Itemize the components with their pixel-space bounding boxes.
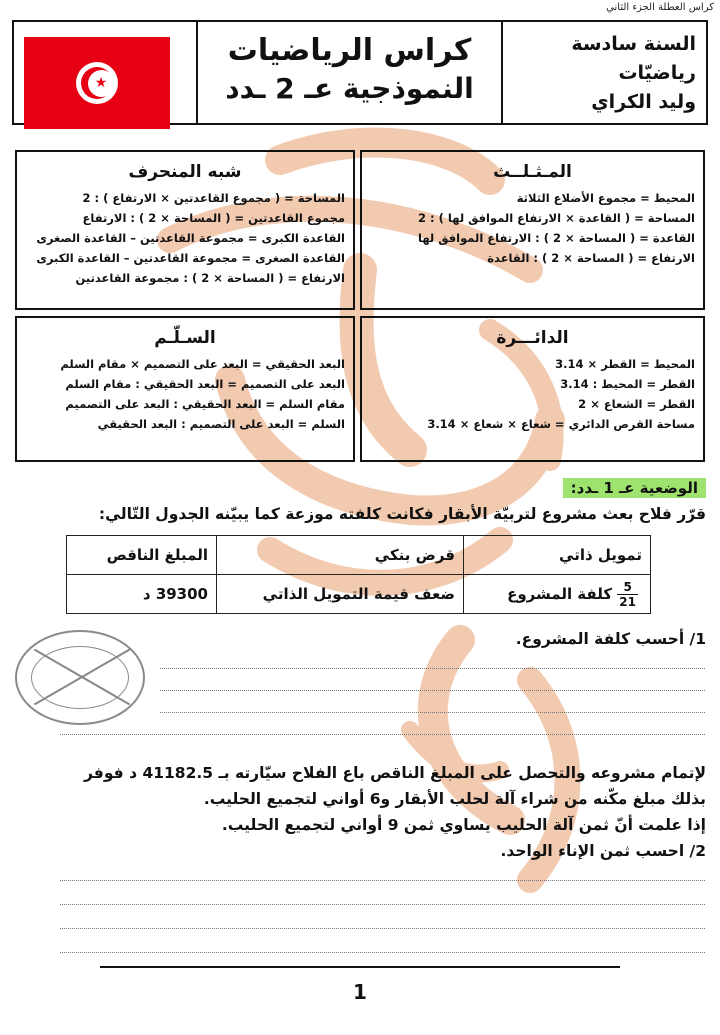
triangle-title: المـثـلــث xyxy=(493,162,572,182)
circle-title: الدائـــرة xyxy=(496,328,569,348)
formula-line: المساحة = ( مجموع القاعدتين × الارتفاع ) : 2 xyxy=(82,191,345,205)
answer-line xyxy=(60,880,705,881)
answer-line xyxy=(60,904,705,905)
answer-line xyxy=(60,952,705,953)
table-cell-self-funding xyxy=(464,575,651,614)
header-box xyxy=(12,20,708,125)
scale-box xyxy=(15,316,355,462)
trapezoid-title: شبه المنحرف xyxy=(128,162,242,182)
answer-line xyxy=(160,690,705,691)
triangle-box xyxy=(360,150,705,310)
page-title: كراس الرياضيات xyxy=(227,33,472,68)
tunisia-flag-icon: ★ xyxy=(24,37,170,129)
table-header: المبلغ الناقص xyxy=(67,536,217,575)
formula-line: القطر = المحيط : 3.14 xyxy=(560,377,695,391)
fraction-denominator: 21 xyxy=(619,594,636,609)
table-header: تمويل ذاتي xyxy=(464,536,651,575)
formula-line: مساحة القرص الدائري = شعاع × شعاع × 3.14 xyxy=(427,417,695,431)
situation-intro: قرّر فلاح بعث مشروع لتربيّة الأبقار فكانت كلفته موزعة كما يبيّنه الجدول التّالي: xyxy=(98,505,706,523)
header-info xyxy=(501,22,706,123)
page-subtitle: النموذجية عـ 2 ـدد xyxy=(225,72,474,105)
formula-line: المساحة = ( القاعدة × الارتفاع الموافق لها ) : 2 xyxy=(418,211,695,225)
top-note: كراس العطلة الجزء الثاني xyxy=(606,2,714,13)
header-title-block xyxy=(196,22,501,123)
paragraph-line-3: إذا علمت أنّ ثمن آلة الحليب يساوي ثمن 9 أواني لتجميع الحليب. xyxy=(221,816,706,834)
table-row xyxy=(67,575,651,614)
formula-line: مقام السلم = البعد الحقيقي : البعد على التصميم xyxy=(65,397,345,411)
table-header: قرض بنكي xyxy=(217,536,464,575)
formula-line: القاعدة الكبرى = مجموعة القاعدتين – القاعدة الصغرى xyxy=(36,231,345,245)
formula-line: السلم = البعد على التصميم : البعد الحقيقي xyxy=(97,417,345,431)
table-header-row xyxy=(67,536,651,575)
formula-line: المحيط = مجموع الأضلاع الثلاثة xyxy=(516,191,695,205)
grade-label: السنة سادسة xyxy=(571,33,696,55)
answer-line xyxy=(160,668,705,669)
formula-line: القطر = الشعاع × 2 xyxy=(578,397,695,411)
table-cell-missing: 39300 د xyxy=(67,575,217,614)
formula-line: الارتفاع = ( المساحة × 2 ) : مجموعة القاعدتين xyxy=(75,271,345,285)
paragraph-line-2: بذلك مبلغ مكّنه من شراء آلة لحلب الأبقار و6 أواني لتجميع الحليب. xyxy=(203,790,706,808)
question-1: 1/ أحسب كلفة المشروع. xyxy=(515,630,706,648)
answer-line xyxy=(60,734,705,735)
formula-line: البعد الحقيقي = البعد على التصميم × مقام السلم xyxy=(60,357,345,371)
teacher-name: وليد الكراي xyxy=(591,91,696,113)
fraction xyxy=(617,580,638,609)
situation-label: الوضعية عـ 1 ـدد: xyxy=(563,478,706,498)
footer-divider xyxy=(100,966,620,968)
self-funding-text: كلفة المشروع xyxy=(507,584,613,603)
question-2: 2/ احسب ثمن الإناء الواحد. xyxy=(500,842,706,860)
page-number: 1 xyxy=(353,980,367,1004)
table-cell-bank-loan: ضعف قيمة التمويل الذاتي xyxy=(217,575,464,614)
formula-line: المحيط = القطر × 3.14 xyxy=(555,357,695,371)
formula-line: البعد على التصميم = البعد الحقيقي : مقام السلم xyxy=(65,377,345,391)
formula-line: مجموع القاعدتين = ( المساحة × 2 ) : الارتفاع xyxy=(82,211,345,225)
trapezoid-box xyxy=(15,150,355,310)
paragraph-line-1: لإتمام مشروعه والتحصل على المبلغ الناقص باع الفلاح سيّارته بـ 41182.5 د فوفر xyxy=(84,764,706,782)
answer-line xyxy=(60,928,705,929)
flag-panel xyxy=(14,22,196,123)
cost-table xyxy=(66,535,651,614)
answer-line xyxy=(160,712,705,713)
fraction-numerator: 5 xyxy=(617,580,638,595)
scale-title: السـلّـم xyxy=(154,328,216,348)
formula-line: القاعدة الصغرى = مجموعة القاعدتين – القاعدة الكبرى xyxy=(36,251,345,265)
circle-box xyxy=(360,316,705,462)
subject-label: رياضيّات xyxy=(618,62,696,84)
formula-line: القاعدة = ( المساحة × 2 ) : الارتفاع الموافق لها xyxy=(418,231,695,245)
formula-line: الارتفاع = ( المساحة × 2 ) : القاعدة xyxy=(487,251,695,265)
stamp-icon xyxy=(15,630,145,725)
